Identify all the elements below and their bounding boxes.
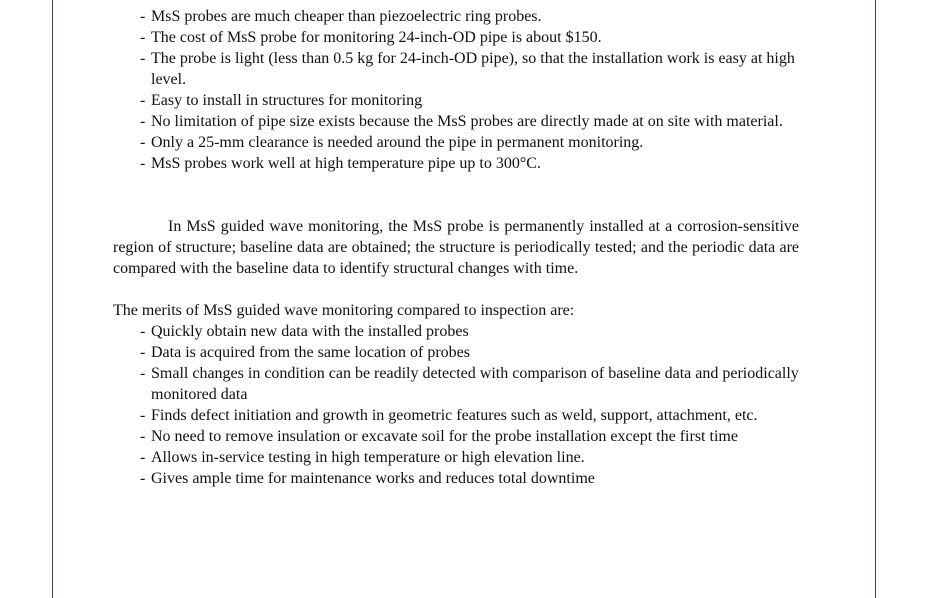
list-item: - Data is acquired from the same location of probes — [140, 342, 799, 363]
monitoring-paragraph: In MsS guided wave monitoring, the MsS probe is permanently installed at a corrosion-sensitive region of structure; baseline data are obtained; the structure is periodically tested; and the periodic data are compared with the baseline data to identify structural changes with time. — [113, 218, 799, 277]
merits-list — [113, 321, 799, 489]
list-item: - The cost of MsS probe for monitoring 24-inch-OD pipe is about $150. — [140, 27, 799, 48]
spacer — [113, 174, 799, 216]
list-item: - Allows in-service testing in high temperature or high elevation line. — [140, 447, 799, 468]
spacer — [113, 279, 799, 300]
list-item: - Finds defect initiation and growth in geometric features such as weld, support, attachment, etc. — [140, 405, 799, 426]
list-item: - Small changes in condition can be readily detected with comparison of baseline data and periodically monitored data — [140, 363, 799, 405]
list-item: - No need to remove insulation or excavate soil for the probe installation except the first time — [140, 426, 799, 447]
list-item: - MsS probes work well at high temperature pipe up to 300°C. — [140, 153, 799, 174]
merits-intro: The merits of MsS guided wave monitoring compared to inspection are: — [113, 302, 575, 319]
list-item: - No limitation of pipe size exists because the MsS probes are directly made at on site with material. — [140, 111, 799, 132]
advantages-list — [113, 6, 799, 174]
list-item: - MsS probes are much cheaper than piezoelectric ring probes. — [140, 6, 799, 27]
list-item: - Easy to install in structures for monitoring — [140, 90, 799, 111]
list-item: - The probe is light (less than 0.5 kg for 24-inch-OD pipe), so that the installation work is easy at high level. — [140, 48, 799, 90]
list-item: - Only a 25-mm clearance is needed around the pipe in permanent monitoring. — [140, 132, 799, 153]
list-item: - Quickly obtain new data with the installed probes — [140, 321, 799, 342]
list-item: - Gives ample time for maintenance works and reduces total downtime — [140, 468, 799, 489]
document-body — [113, 6, 799, 489]
